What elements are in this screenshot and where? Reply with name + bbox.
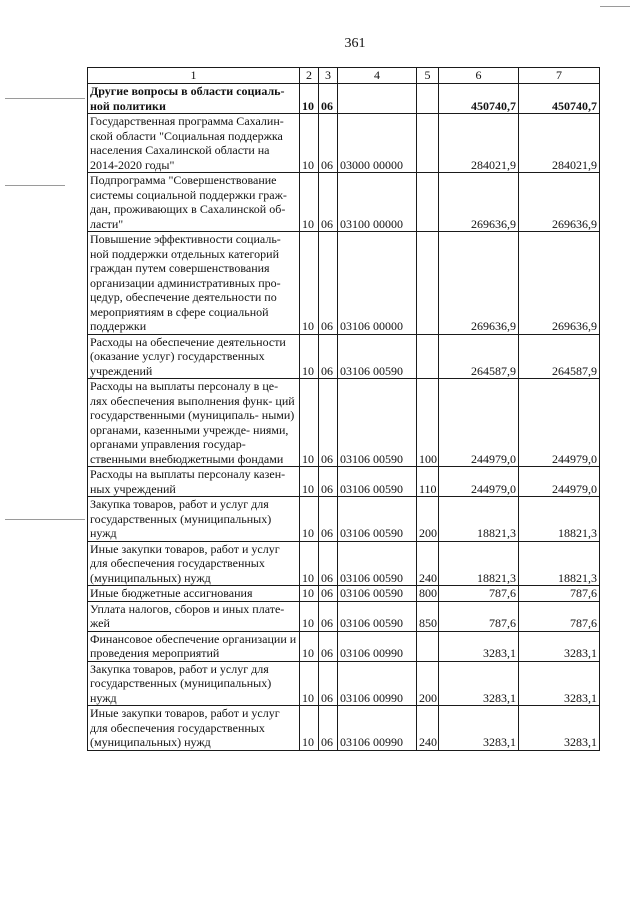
scan-artifact bbox=[5, 98, 85, 99]
column-header: 6 bbox=[439, 68, 519, 84]
target-article-code: 03106 00990 bbox=[338, 706, 417, 751]
table-row bbox=[88, 334, 600, 379]
subsection-code: 06 bbox=[319, 541, 338, 586]
expense-type-code: 200 bbox=[417, 497, 439, 542]
target-article-code: 03106 00000 bbox=[338, 232, 417, 335]
expense-type-code: 850 bbox=[417, 601, 439, 631]
section-code: 10 bbox=[300, 541, 319, 586]
target-article-code bbox=[338, 84, 417, 114]
amount-cell: 3283,1 bbox=[439, 631, 519, 661]
table-row bbox=[88, 706, 600, 751]
target-article-code: 03106 00590 bbox=[338, 586, 417, 602]
column-header: 7 bbox=[519, 68, 600, 84]
row-name: Расходы на выплаты персоналу казен- ных учреждений bbox=[88, 467, 300, 497]
subsection-code: 06 bbox=[319, 379, 338, 467]
table-row bbox=[88, 661, 600, 706]
amount-cell: 450740,7 bbox=[519, 84, 600, 114]
column-header: 5 bbox=[417, 68, 439, 84]
amount-cell: 3283,1 bbox=[519, 661, 600, 706]
section-code: 10 bbox=[300, 601, 319, 631]
row-name: Повышение эффективности социаль- ной поддержки отдельных категорий граждан путем совершенствования организации административных про- цедур, обеспечение деятельности по мероприятиям в сфере социальной поддержки bbox=[88, 232, 300, 335]
expense-type-code: 240 bbox=[417, 541, 439, 586]
expense-type-code bbox=[417, 334, 439, 379]
table-row bbox=[88, 467, 600, 497]
row-name: Финансовое обеспечение организации и проведения мероприятий bbox=[88, 631, 300, 661]
expense-type-code bbox=[417, 173, 439, 232]
expense-type-code bbox=[417, 84, 439, 114]
expense-type-code bbox=[417, 631, 439, 661]
table-row bbox=[88, 586, 600, 602]
amount-cell: 18821,3 bbox=[439, 541, 519, 586]
table-row bbox=[88, 84, 600, 114]
section-code: 10 bbox=[300, 114, 319, 173]
page-number: 361 bbox=[344, 36, 366, 51]
expense-type-code bbox=[417, 114, 439, 173]
row-name: Уплата налогов, сборов и иных плате- жей bbox=[88, 601, 300, 631]
amount-cell: 244979,0 bbox=[519, 467, 600, 497]
amount-cell: 269636,9 bbox=[439, 173, 519, 232]
table-row bbox=[88, 497, 600, 542]
subsection-code: 06 bbox=[319, 173, 338, 232]
amount-cell: 3283,1 bbox=[439, 706, 519, 751]
subsection-code: 06 bbox=[319, 586, 338, 602]
section-code: 10 bbox=[300, 497, 319, 542]
amount-cell: 18821,3 bbox=[519, 541, 600, 586]
expense-type-code: 110 bbox=[417, 467, 439, 497]
amount-cell: 787,6 bbox=[519, 601, 600, 631]
scan-artifact bbox=[600, 6, 630, 7]
subsection-code: 06 bbox=[319, 84, 338, 114]
scan-artifact bbox=[5, 185, 65, 186]
column-header: 3 bbox=[319, 68, 338, 84]
target-article-code: 03100 00000 bbox=[338, 173, 417, 232]
amount-cell: 244979,0 bbox=[439, 379, 519, 467]
amount-cell: 18821,3 bbox=[519, 497, 600, 542]
subsection-code: 06 bbox=[319, 706, 338, 751]
column-header: 2 bbox=[300, 68, 319, 84]
row-name: Иные закупки товаров, работ и услуг для обеспечения государственных (муниципальных) нужд bbox=[88, 541, 300, 586]
subsection-code: 06 bbox=[319, 601, 338, 631]
table-row bbox=[88, 173, 600, 232]
column-header: 4 bbox=[338, 68, 417, 84]
row-name: Подпрограмма "Совершенствование системы социальной поддержки граж- дан, проживающих в Сахалинской об- ласти" bbox=[88, 173, 300, 232]
section-code: 10 bbox=[300, 379, 319, 467]
target-article-code: 03106 00590 bbox=[338, 497, 417, 542]
expense-type-code: 100 bbox=[417, 379, 439, 467]
scan-artifact bbox=[5, 519, 85, 520]
subsection-code: 06 bbox=[319, 631, 338, 661]
subsection-code: 06 bbox=[319, 661, 338, 706]
subsection-code: 06 bbox=[319, 334, 338, 379]
expense-type-code: 200 bbox=[417, 661, 439, 706]
table-row bbox=[88, 631, 600, 661]
expense-type-code bbox=[417, 232, 439, 335]
section-code: 10 bbox=[300, 232, 319, 335]
amount-cell: 787,6 bbox=[519, 586, 600, 602]
table-row bbox=[88, 379, 600, 467]
target-article-code: 03106 00590 bbox=[338, 467, 417, 497]
amount-cell: 284021,9 bbox=[439, 114, 519, 173]
amount-cell: 787,6 bbox=[439, 586, 519, 602]
section-code: 10 bbox=[300, 586, 319, 602]
subsection-code: 06 bbox=[319, 232, 338, 335]
section-code: 10 bbox=[300, 661, 319, 706]
amount-cell: 3283,1 bbox=[519, 631, 600, 661]
table-row bbox=[88, 232, 600, 335]
budget-table bbox=[87, 67, 600, 751]
row-name: Расходы на выплаты персоналу в це- лях обеспечения выполнения функ- ций государственными (муниципаль- ными) органами, казенными учрежде- ниями, органами управления государ- ственными внебюджетными фондами bbox=[88, 379, 300, 467]
table-row bbox=[88, 114, 600, 173]
amount-cell: 450740,7 bbox=[439, 84, 519, 114]
amount-cell: 284021,9 bbox=[519, 114, 600, 173]
expense-type-code: 800 bbox=[417, 586, 439, 602]
amount-cell: 264587,9 bbox=[519, 334, 600, 379]
section-code: 10 bbox=[300, 173, 319, 232]
table-body bbox=[88, 84, 600, 751]
target-article-code: 03000 00000 bbox=[338, 114, 417, 173]
row-name: Государственная программа Сахалин- ской области "Социальная поддержка населения Сахалинской области на 2014-2020 годы" bbox=[88, 114, 300, 173]
column-header: 1 bbox=[88, 68, 300, 84]
row-name: Иные бюджетные ассигнования bbox=[88, 586, 300, 602]
target-article-code: 03106 00990 bbox=[338, 661, 417, 706]
subsection-code: 06 bbox=[319, 114, 338, 173]
amount-cell: 3283,1 bbox=[519, 706, 600, 751]
table-row bbox=[88, 601, 600, 631]
target-article-code: 03106 00590 bbox=[338, 334, 417, 379]
expense-type-code: 240 bbox=[417, 706, 439, 751]
table-header-row bbox=[88, 68, 600, 84]
target-article-code: 03106 00590 bbox=[338, 379, 417, 467]
amount-cell: 269636,9 bbox=[519, 232, 600, 335]
section-code: 10 bbox=[300, 334, 319, 379]
section-code: 10 bbox=[300, 84, 319, 114]
amount-cell: 3283,1 bbox=[439, 661, 519, 706]
target-article-code: 03106 00590 bbox=[338, 541, 417, 586]
row-name: Закупка товаров, работ и услуг для государственных (муниципальных) нужд bbox=[88, 661, 300, 706]
row-name: Иные закупки товаров, работ и услуг для обеспечения государственных (муниципальных) нужд bbox=[88, 706, 300, 751]
amount-cell: 264587,9 bbox=[439, 334, 519, 379]
row-name: Расходы на обеспечение деятельности (оказание услуг) государственных учреждений bbox=[88, 334, 300, 379]
target-article-code: 03106 00590 bbox=[338, 601, 417, 631]
table-row bbox=[88, 541, 600, 586]
section-code: 10 bbox=[300, 706, 319, 751]
subsection-code: 06 bbox=[319, 497, 338, 542]
amount-cell: 269636,9 bbox=[519, 173, 600, 232]
target-article-code: 03106 00990 bbox=[338, 631, 417, 661]
amount-cell: 18821,3 bbox=[439, 497, 519, 542]
amount-cell: 269636,9 bbox=[439, 232, 519, 335]
amount-cell: 244979,0 bbox=[519, 379, 600, 467]
subsection-code: 06 bbox=[319, 467, 338, 497]
amount-cell: 244979,0 bbox=[439, 467, 519, 497]
row-name: Другие вопросы в области социаль- ной политики bbox=[88, 84, 300, 114]
row-name: Закупка товаров, работ и услуг для государственных (муниципальных) нужд bbox=[88, 497, 300, 542]
section-code: 10 bbox=[300, 631, 319, 661]
amount-cell: 787,6 bbox=[439, 601, 519, 631]
section-code: 10 bbox=[300, 467, 319, 497]
